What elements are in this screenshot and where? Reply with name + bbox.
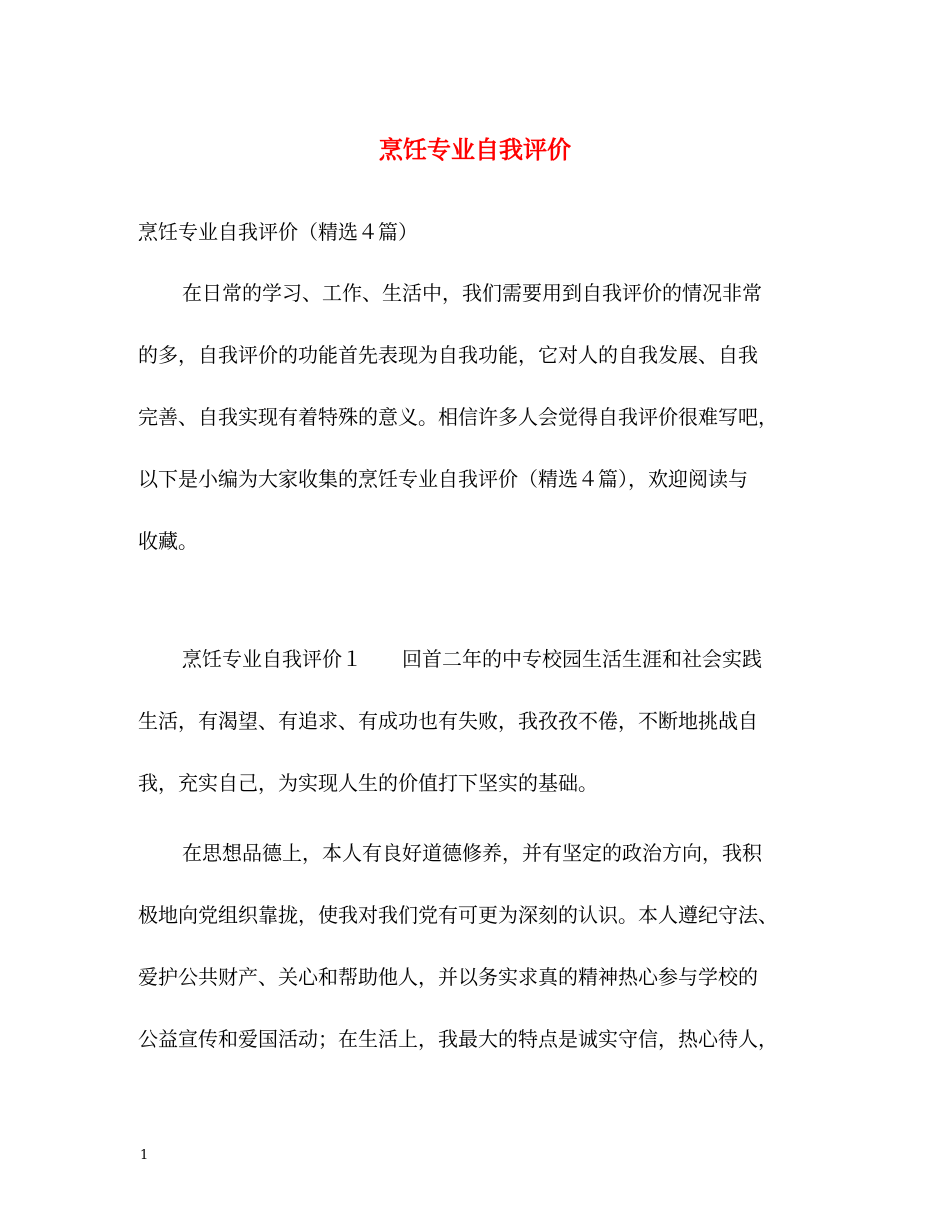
- paragraph-line: 以下是小编为大家收集的烹饪专业自我评价（精选４篇），欢迎阅读与: [138, 467, 748, 491]
- paragraph-line: 的多，自我评价的功能首先表现为自我功能，它对人的自我发展、自我: [138, 343, 758, 367]
- paragraph-line: 在思想品德上，本人有良好道德修养，并有坚定的政治方向，我积: [182, 841, 762, 865]
- paragraph-line: 爱护公共财产、关心和帮助他人，并以务实求真的精神热心参与学校的: [138, 965, 758, 989]
- paragraph-line: 在日常的学习、工作、生活中，我们需要用到自我评价的情况非常: [182, 281, 762, 305]
- paragraph-ideology: [138, 822, 828, 1070]
- paragraph-line: 极地向党组织靠拢，使我对我们党有可更为深刻的认识。本人遵纪守法、: [138, 903, 778, 927]
- paragraph-line: 公益宣传和爱国活动；在生活上，我最大的特点是诚实守信，热心待人，: [138, 1027, 778, 1051]
- paragraph-line: 我，充实自己，为实现人生的价值打下坚实的基础。: [138, 771, 598, 795]
- paragraph-evaluation-1: [138, 628, 828, 814]
- page-number: 1: [140, 1148, 149, 1163]
- document-subtitle: 烹饪专业自我评价（精选４篇）: [138, 220, 418, 244]
- paragraph-line: 生活，有渴望、有追求、有成功也有失败，我孜孜不倦，不断地挑战自: [138, 709, 758, 733]
- document-title: 烹饪专业自我评价: [379, 135, 571, 164]
- paragraph-line: 完善、自我实现有着特殊的意义。相信许多人会觉得自我评价很难写吧，: [138, 405, 778, 429]
- paragraph-line: 收藏。: [138, 529, 198, 553]
- paragraph-intro: [138, 262, 828, 572]
- paragraph-line: 烹饪专业自我评价１ 回首二年的中专校园生活生涯和社会实践: [182, 647, 762, 671]
